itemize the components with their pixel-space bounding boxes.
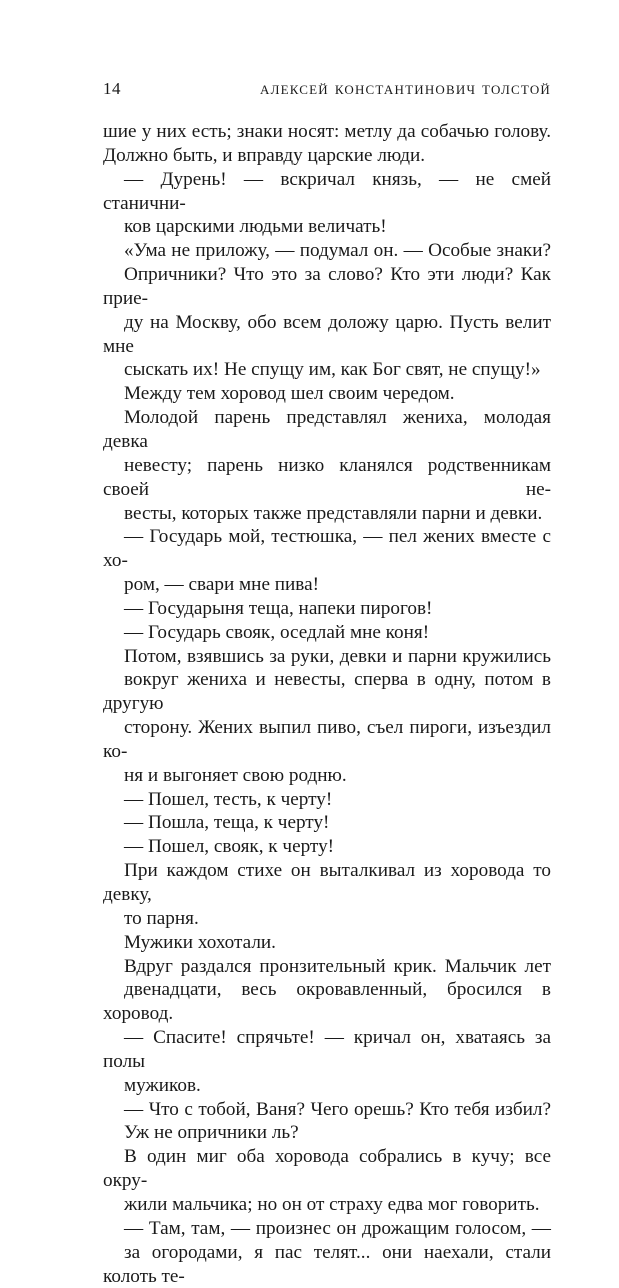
- text-line: При каждом стихе он выталкивал из хоровода то девку,: [103, 860, 551, 905]
- text-line: — Дурень! — вскричал князь, — не смей станични-: [103, 168, 551, 214]
- paragraph: [103, 859, 551, 931]
- paragraph: [103, 406, 551, 525]
- paragraph: [103, 811, 551, 835]
- paragraph: [103, 1098, 551, 1146]
- running-head-author: алексей константинович толстой: [259, 78, 551, 99]
- paragraph: [103, 1026, 551, 1098]
- running-head: [103, 77, 551, 101]
- text-line: сыскать их! Не спущу им, как Бог свят, не спущу!»: [124, 359, 541, 381]
- paragraph: [103, 382, 551, 406]
- text-line: Должно быть, и вправду царские люди.: [103, 144, 426, 166]
- text-line: за огородами, я пас телят... они наехали, стали колоть те-: [103, 1241, 551, 1287]
- paragraph: [103, 1145, 551, 1217]
- paragraph: [103, 597, 551, 621]
- text-line: — Там, там, — произнес он дрожащим голосом, —: [124, 1217, 551, 1239]
- text-line: — Государь свояк, оседлай мне коня!: [124, 621, 430, 643]
- text-line: мужиков.: [124, 1074, 201, 1096]
- text-line: «Ума не приложу, — подумал он. — Особые знаки?: [124, 240, 551, 262]
- text-line: то парня.: [124, 907, 199, 929]
- text-line: — Государыня теща, напеки пирогов!: [124, 597, 433, 619]
- text-line: Между тем хоровод шел своим чередом.: [124, 383, 455, 405]
- text-line: весты, которых также представляли парни и девки.: [124, 502, 543, 524]
- paragraph: [103, 955, 551, 1027]
- paragraph: [103, 168, 551, 240]
- text-line: вокруг жениха и невесты, сперва в одну, потом в другую: [103, 669, 551, 715]
- paragraph: [103, 239, 551, 382]
- paragraph: [103, 621, 551, 645]
- text-line: В один миг оба хоровода собрались в кучу; все окру-: [103, 1146, 551, 1192]
- text-line: ром, — свари мне пива!: [124, 574, 320, 596]
- text-line: — Пошел, тесть, к черту!: [124, 788, 333, 810]
- text-line: шие у них есть; знаки носят: метлу да собачью голову.: [103, 121, 551, 142]
- paragraph: [103, 120, 551, 168]
- text-line: Вдруг раздался пронзительный крик. Мальчик лет: [124, 955, 551, 977]
- text-line: сторону. Жених выпил пиво, съел пироги, изъездил ко-: [103, 717, 551, 762]
- text-line: Молодой парень представлял жениха, молодая девка: [103, 407, 551, 452]
- paragraph: [103, 645, 551, 788]
- paragraph: [103, 788, 551, 812]
- text-line: ня и выгоняет свою родню.: [124, 764, 347, 786]
- text-line: Потом, взявшись за руки, девки и парни кружились: [124, 645, 551, 667]
- text-line: ду на Москву, обо всем доложу царю. Пусть велит мне: [103, 311, 551, 357]
- text-line: — Государь мой, тестюшка, — пел жених вместе с хо-: [103, 526, 551, 572]
- text-line: — Что с тобой, Ваня? Чего орешь? Кто тебя избил?: [124, 1098, 551, 1120]
- paragraph: [103, 1217, 551, 1288]
- text-line: ков царскими людьми величать!: [124, 216, 387, 238]
- text-line: Опричники? Что это за слово? Кто эти люди? Как прие-: [103, 264, 551, 309]
- paragraph: [103, 525, 551, 597]
- paragraph: [103, 931, 551, 955]
- text-line: двенадцати, весь окровавленный, бросился в хоровод.: [103, 979, 551, 1025]
- text-line: — Спасите! спрячьте! — кричал он, хватаясь за полы: [103, 1027, 551, 1072]
- text-line: Уж не опричники ль?: [124, 1122, 299, 1144]
- text-line: — Пошел, свояк, к черту!: [124, 836, 335, 858]
- text-line: жили мальчика; но он от страху едва мог говорить.: [124, 1193, 540, 1215]
- text-line: Мужики хохотали.: [124, 931, 276, 953]
- text-line: — Пошла, теща, к черту!: [124, 812, 330, 834]
- paragraph: [103, 835, 551, 859]
- page-number: 14: [103, 79, 121, 98]
- body-text: [103, 120, 551, 1288]
- text-line: невесту; парень низко кланялся родственникам своей не-: [103, 454, 551, 500]
